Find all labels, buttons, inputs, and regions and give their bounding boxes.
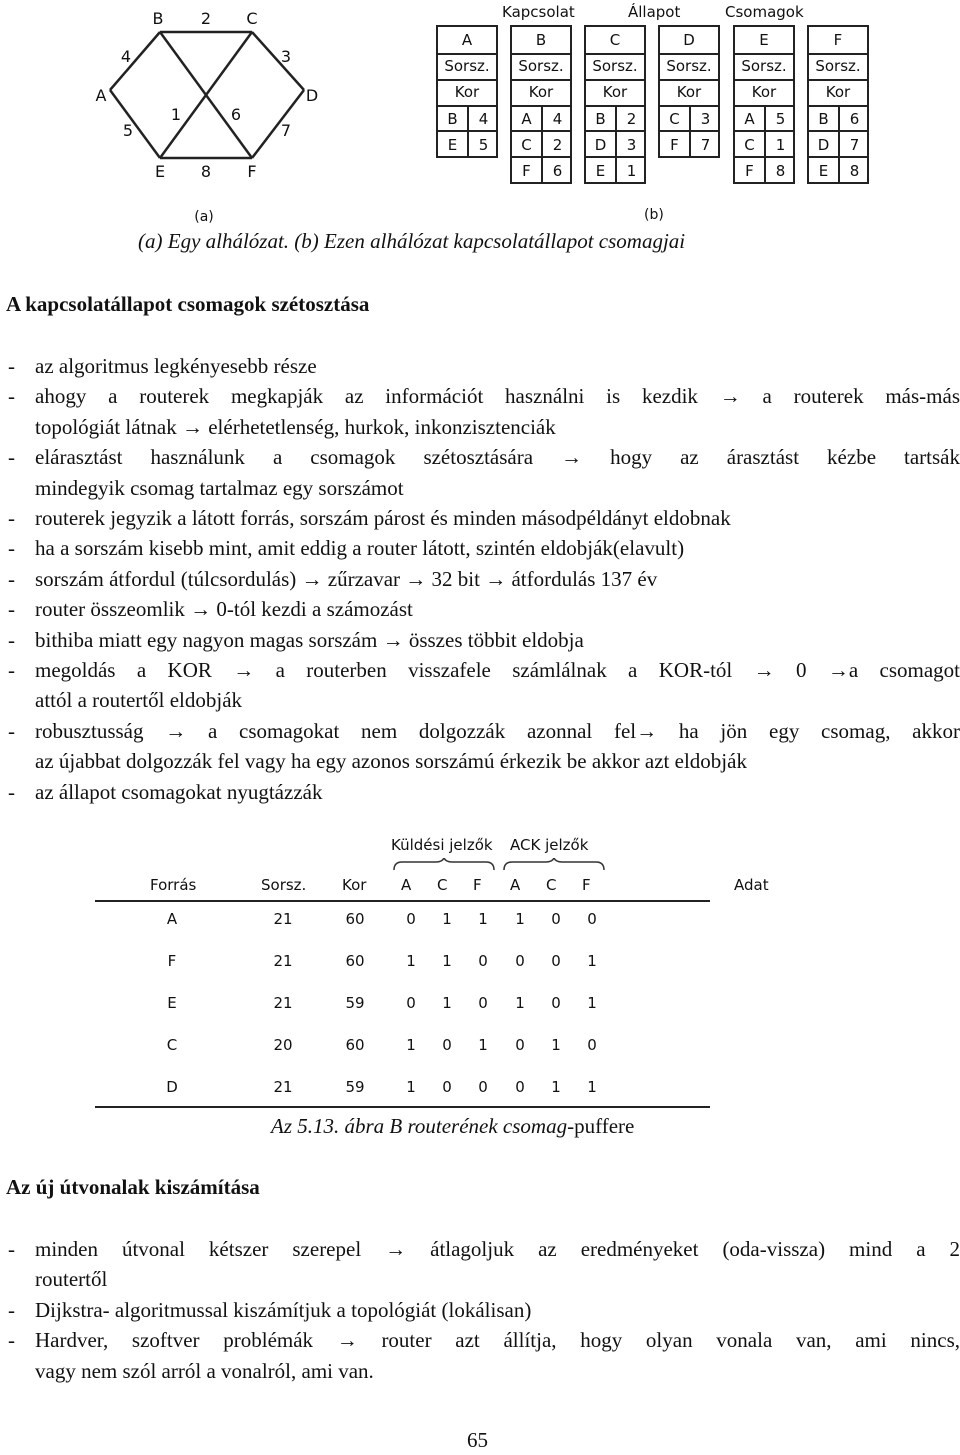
bullet-dash: - [8,1328,15,1353]
list-line: minden útvonal kétszer szerepel → átlagoljuk az eredményeket (oda-vissza) mind a 2 [35,1237,960,1261]
row-flag: 1 [587,952,597,970]
list-line: mindegyik csomag tartalmaz egy sorszámot [35,475,404,500]
bullet-dash: - [8,1237,15,1261]
bullet-dash: - [8,627,15,652]
packet-neighbor: F [745,162,754,180]
list-item-text [35,777,960,807]
edge-a-e [110,90,160,158]
section-title: A kapcsolatállapot csomagok szétosztása [6,292,370,316]
list-line: megoldás a KOR → a routerben visszafele számlálnak a KOR-tól → 0 →a csomagot [35,658,960,682]
packet-seq-label: Sorsz. [586,53,644,81]
bullet-dash: - [8,658,15,682]
packet-neighbor: A [744,110,755,128]
row-flag: 0 [587,910,597,928]
row-seq: 21 [273,910,293,928]
row-flag: 0 [551,910,561,928]
packet-table [658,25,720,158]
node-label: C [246,9,258,28]
flag-header: C [546,876,557,894]
row-age: 59 [345,1078,365,1096]
packet-cost: 6 [849,110,860,128]
packet-router-name: E [735,27,793,55]
row-flag: 0 [551,994,561,1012]
row-flag: 1 [442,994,452,1012]
edge-weight: 8 [200,162,212,181]
flag-header: C [437,876,448,894]
list-line: az algoritmus legkényesebb része [35,354,317,378]
edge-c-d [252,32,304,90]
bullet-dash: - [8,445,15,470]
packet-cost: 7 [700,136,711,154]
edge-weight: 7 [280,121,292,140]
row-source: A [166,910,178,928]
row-flag: 1 [406,952,416,970]
bullet-dash: - [8,566,15,591]
list-line: topológiát látnak → elérhetetlenség, hurkok, inkonzisztenciák [35,414,556,439]
packet-age-label: Kor [809,79,867,107]
col-header-data: Adat [734,876,769,894]
packet-cost: 4 [478,110,489,128]
packet-seq-label: Sorsz. [809,53,867,81]
node-label: B [152,9,164,28]
packet-cost: 8 [849,162,860,180]
row-flag: 1 [442,952,452,970]
row-source: D [166,1078,178,1096]
row-flag: 0 [515,1036,525,1054]
bullet-dash: - [8,597,15,622]
row-flag: 0 [406,910,416,928]
bullet-dash: - [8,1297,15,1322]
list-line: ahogy a routerek megkapják az információt használni is kezdik → a routerek más-más [35,384,960,409]
list-line: elárasztást használunk a csomagok szétosztására → hogy az árasztást kézbe tartsák [35,445,960,470]
packet-router-name: F [809,27,867,55]
list-item-text [35,564,960,594]
figure-caption: (a) Egy alhálózat. (b) Ezen alhálózat kapcsolatállapot csomagjai [138,229,686,253]
edge-d-f [252,90,304,158]
col-header-age: Kor [342,876,367,894]
caption-plain: -puffere [567,1114,635,1138]
flag-header: F [473,876,482,894]
packet-neighbor: B [447,110,458,128]
row-age: 60 [345,910,365,928]
packet-cost: 6 [552,162,563,180]
row-flag: 0 [551,952,561,970]
list-item-text [35,716,960,777]
packet-cost: 1 [626,162,637,180]
edge-weight: 3 [280,47,292,66]
packet-router-name: D [660,27,718,55]
packet-age-label: Kor [586,79,644,107]
flag-header: A [510,876,521,894]
packet-cost: 3 [700,110,711,128]
node-label: D [305,86,319,105]
list-line: ha a sorszám kisebb mint, amit eddig a router látott, szintén eldobják(elavult) [35,536,685,561]
packet-age-label: Kor [512,79,570,107]
node-label: F [247,162,257,181]
buffer-row [95,945,710,978]
list-line: Dijkstra- algoritmussal kiszámítjuk a topológiát (lokálisan) [35,1297,532,1322]
packet-router-name: B [512,27,570,55]
row-flag: 1 [587,1078,597,1096]
packet-table [733,25,795,184]
row-seq: 21 [273,1078,293,1096]
packet-neighbor: F [522,162,531,180]
list-item-text [35,1325,960,1386]
packet-neighbor: C [669,110,680,128]
row-flag: 0 [515,1078,525,1096]
list-line: routerek jegyzik a látott forrás, sorszám párost és minden másodpéldányt eldobnak [35,506,731,530]
list-item-text [35,1295,960,1325]
edge-weight: 1 [170,105,182,124]
packet-neighbor: D [594,136,607,154]
buffer-table-caption [271,1111,634,1141]
list-line: sorszám átfordul (túlcsordulás) → zűrzavar → 32 bit → átfordulás 137 év [35,566,658,591]
packet-age-label: Kor [438,79,496,107]
row-seq: 21 [273,994,293,1012]
packet-neighbor: C [744,136,755,154]
row-flag: 1 [478,1036,488,1054]
row-age: 60 [345,1036,365,1054]
packet-cost: 4 [552,110,563,128]
list-line: vagy nem szól arról a vonalról, ami van. [35,1358,374,1383]
row-flag: 1 [515,994,525,1012]
packet-neighbor: C [521,136,532,154]
packet-neighbor: E [818,162,829,180]
row-flag: 1 [587,994,597,1012]
packet-table [436,25,498,158]
page-number: 65 [467,1428,488,1452]
packet-neighbor: D [817,136,830,154]
packet-cost: 2 [626,110,637,128]
packet-cost: 8 [775,162,786,180]
packet-seq-label: Sorsz. [512,53,570,81]
row-flag: 0 [442,1078,452,1096]
row-flag: 0 [478,1078,488,1096]
packet-cost: 5 [478,136,489,154]
packets-header-word: Állapot [628,3,681,21]
packet-age-label: Kor [660,79,718,107]
figure-label-a: (a) [194,209,214,225]
packets-header-word: Csomagok [725,3,804,21]
packet-seq-label: Sorsz. [660,53,718,81]
packet-cost: 5 [775,110,786,128]
packet-table [584,25,646,184]
ack-flags-group-label: ACK jelzők [510,836,589,854]
packet-neighbor: B [595,110,606,128]
list-line: az állapot csomagokat nyugtázzák [35,779,323,804]
col-header-source: Forrás [150,876,197,894]
list-line: bithiba miatt egy nagyon magas sorszám → összes többit eldobja [35,627,584,652]
list-item-text [35,655,960,716]
packet-neighbor: A [521,110,532,128]
edge-weight: 4 [120,47,132,66]
row-flag: 0 [442,1036,452,1054]
flag-header: F [582,876,591,894]
packets-header-word: Kapcsolat [502,3,575,21]
list-item-text [35,381,960,442]
packet-router-name: C [586,27,644,55]
list-line: routertől [35,1267,108,1292]
bullet-dash: - [8,354,15,378]
row-seq: 20 [273,1036,293,1054]
buffer-table-bottom-rule [95,1106,710,1108]
packet-cost: 7 [849,136,860,154]
packet-table [510,25,572,184]
row-flag: 0 [478,994,488,1012]
list-item-text [35,533,960,563]
bullet-dash: - [8,536,15,561]
row-flag: 1 [406,1036,416,1054]
edge-weight: 6 [230,105,242,124]
list-item-text [35,442,960,503]
list-line: router összeomlik → 0-tól kezdi a számozást [35,597,413,622]
section-title: Az új útvonalak kiszámítása [6,1175,260,1199]
row-flag: 1 [515,910,525,928]
edge-weight: 2 [200,9,212,28]
subnet-graph [80,0,340,230]
node-label: E [154,162,166,181]
bullet-dash: - [8,506,15,530]
row-flag: 0 [515,952,525,970]
list-item-text [35,594,960,624]
packet-age-label: Kor [735,79,793,107]
caption-italic: Az 5.13. ábra B routerének csomag [271,1114,568,1138]
packet-neighbor: E [595,162,606,180]
row-flag: 0 [406,994,416,1012]
buffer-row [95,903,710,936]
row-flag: 1 [478,910,488,928]
row-flag: 1 [551,1036,561,1054]
buffer-row [95,987,710,1020]
packet-table [807,25,869,184]
flag-header: A [401,876,412,894]
packet-neighbor: B [818,110,829,128]
list-item-text [35,625,960,655]
row-source: C [166,1036,178,1054]
packet-cost: 3 [626,136,637,154]
bullet-dash: - [8,779,15,804]
row-flag: 1 [551,1078,561,1096]
send-flags-group-label: Küldési jelzők [391,836,493,854]
row-age: 59 [345,994,365,1012]
packet-neighbor: E [447,136,458,154]
list-line: Hardver, szoftver problémák → router azt állítja, hogy olyan vonala van, ami nincs, [35,1328,960,1353]
bullet-dash: - [8,718,15,743]
list-item-text [35,1234,960,1295]
list-item-text [35,351,960,381]
packet-cost: 2 [552,136,563,154]
row-flag: 0 [478,952,488,970]
row-flag: 1 [406,1078,416,1096]
row-flag: 1 [442,910,452,928]
node-label: A [95,86,107,105]
bullet-dash: - [8,384,15,409]
row-age: 60 [345,952,365,970]
col-header-seq: Sorsz. [261,876,307,894]
buffer-row [95,1071,710,1104]
packet-seq-label: Sorsz. [438,53,496,81]
packet-router-name: A [438,27,496,55]
list-line: az újabbat dolgozzák fel vagy ha egy azonos sorszámú érkezik be akkor azt eldobják [35,749,747,774]
packet-cost: 1 [775,136,786,154]
row-source: F [167,952,177,970]
figure-label-b: (b) [644,207,664,223]
flag-group-braces [390,858,610,872]
packet-neighbor: F [670,136,679,154]
list-line: attól a routertől eldobják [35,688,243,713]
edge-a-b [110,32,160,90]
packet-seq-label: Sorsz. [735,53,793,81]
list-line: robusztusság → a csomagokat nem dolgozzák azonnal fel→ ha jön egy csomag, akkor [35,718,960,743]
list-item-text [35,503,960,533]
row-seq: 21 [273,952,293,970]
edge-weight: 5 [122,121,134,140]
buffer-row [95,1029,710,1062]
buffer-table-top-rule [95,900,710,902]
row-flag: 0 [587,1036,597,1054]
row-source: E [167,994,177,1012]
